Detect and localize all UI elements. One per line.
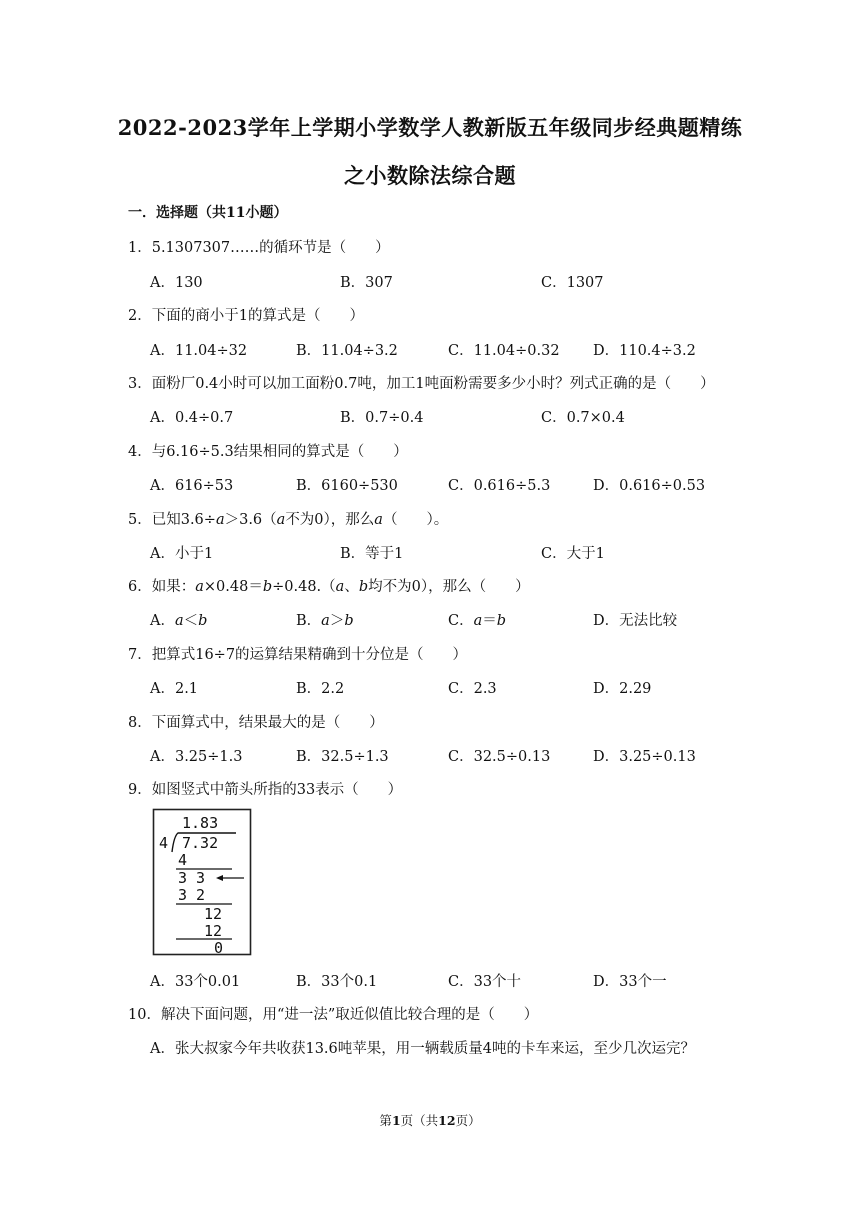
- question-3-option-a: A．0.4÷0.7: [150, 410, 234, 426]
- question-1-option-a: A．130: [150, 275, 203, 291]
- document-title-line-1: 2022-2023学年上学期小学数学人教新版五年级同步经典题精练: [117, 115, 743, 140]
- question-4-option-c: C．0.616÷5.3: [448, 478, 551, 494]
- question-4-stem: 4．与6.16÷5.3结果相同的算式是（ ）: [128, 444, 408, 460]
- division-row-3: 3 2: [178, 886, 206, 904]
- question-5-option-c: C．大于1: [541, 546, 605, 562]
- question-6-option-d: D．无法比较: [593, 613, 678, 629]
- question-8-option-c: C．32.5÷0.13: [448, 749, 551, 765]
- question-9-option-a: A．33个0.01: [150, 974, 241, 990]
- question-4-option-b: B．6160÷530: [296, 478, 398, 494]
- division-row-4: 12: [204, 905, 223, 923]
- question-4-option-d: D．0.616÷0.53: [593, 478, 706, 494]
- question-6-option-c: C．a＝b: [448, 613, 507, 629]
- question-9-option-b: B．33个0.1: [296, 974, 378, 990]
- question-7-option-a: A．2.1: [150, 681, 199, 697]
- question-6-stem: 6．如果：a×0.48＝b÷0.48.（a、b均不为0），那么（ ）: [128, 579, 530, 595]
- question-1-option-c: C．1307: [541, 275, 604, 291]
- section-heading: 一．选择题（共11小题）: [128, 205, 288, 221]
- question-5-stem: 5．已知3.6÷a＞3.6（a不为0），那么a（ ）。: [128, 512, 449, 528]
- question-2-option-a: A．11.04÷32: [150, 343, 248, 359]
- question-7-stem: 7．把算式16÷7的运算结果精确到十分位是（ ）: [128, 647, 468, 663]
- division-quotient: 1.83: [182, 814, 219, 832]
- question-9-stem: 9．如图竖式中箭头所指的33表示（ ）: [128, 782, 403, 798]
- question-1-stem: 1．5.1307307……的循环节是（ ）: [128, 240, 390, 256]
- question-4-option-a: A．616÷53: [150, 478, 234, 494]
- question-2-option-c: C．11.04÷0.32: [448, 343, 560, 359]
- question-3-stem: 3．面粉厂0.4小时可以加工面粉0.7吨，加工1吨面粉需要多少小时？列式正确的是（ ）: [128, 376, 715, 392]
- question-5-option-a: A．小于1: [150, 546, 214, 562]
- question-7-option-d: D．2.29: [593, 681, 652, 697]
- question-8-stem: 8．下面算式中，结果最大的是（ ）: [128, 715, 384, 731]
- question-10-option-a: A．张大叔家今年共收获13.6吨苹果，用一辆载质量4吨的卡车来运，至少几次运完？: [150, 1041, 695, 1057]
- question-10-stem: 10．解决下面问题，用“进一法”取近似值比较合理的是（ ）: [128, 1007, 539, 1023]
- division-row-5: 12: [204, 922, 223, 940]
- question-8-option-a: A．3.25÷1.3: [150, 749, 243, 765]
- division-row-1: 4: [178, 851, 188, 869]
- question-7-option-c: C．2.3: [448, 681, 497, 697]
- question-3-option-c: C．0.7×0.4: [541, 410, 625, 426]
- page-footer: 第1页（共12页）: [379, 1113, 481, 1128]
- question-1-option-b: B．307: [340, 275, 393, 291]
- division-row-6: 0: [214, 939, 224, 956]
- question-6-option-b: B．a＞b: [296, 613, 354, 629]
- question-2-stem: 2．下面的商小于1的算式是（ ）: [128, 308, 364, 324]
- question-9-option-c: C．33个十: [448, 974, 522, 990]
- arrow-icon: [216, 875, 244, 881]
- question-7-option-b: B．2.2: [296, 681, 345, 697]
- question-9-option-d: D．33个一: [593, 974, 667, 990]
- question-8-option-b: B．32.5÷1.3: [296, 749, 389, 765]
- question-2-option-b: B．11.04÷3.2: [296, 343, 398, 359]
- document-title-line-2: 之小数除法综合题: [344, 163, 516, 188]
- division-divisor: 4: [159, 834, 169, 852]
- question-8-option-d: D．3.25÷0.13: [593, 749, 696, 765]
- long-division-figure: [152, 808, 252, 956]
- question-3-option-b: B．0.7÷0.4: [340, 410, 424, 426]
- question-5-option-b: B．等于1: [340, 546, 404, 562]
- question-2-option-d: D．110.4÷3.2: [593, 343, 696, 359]
- division-dividend: 7.32: [182, 834, 219, 852]
- division-row-2: 3 3: [178, 869, 206, 887]
- question-6-option-a: A．a＜b: [150, 613, 208, 629]
